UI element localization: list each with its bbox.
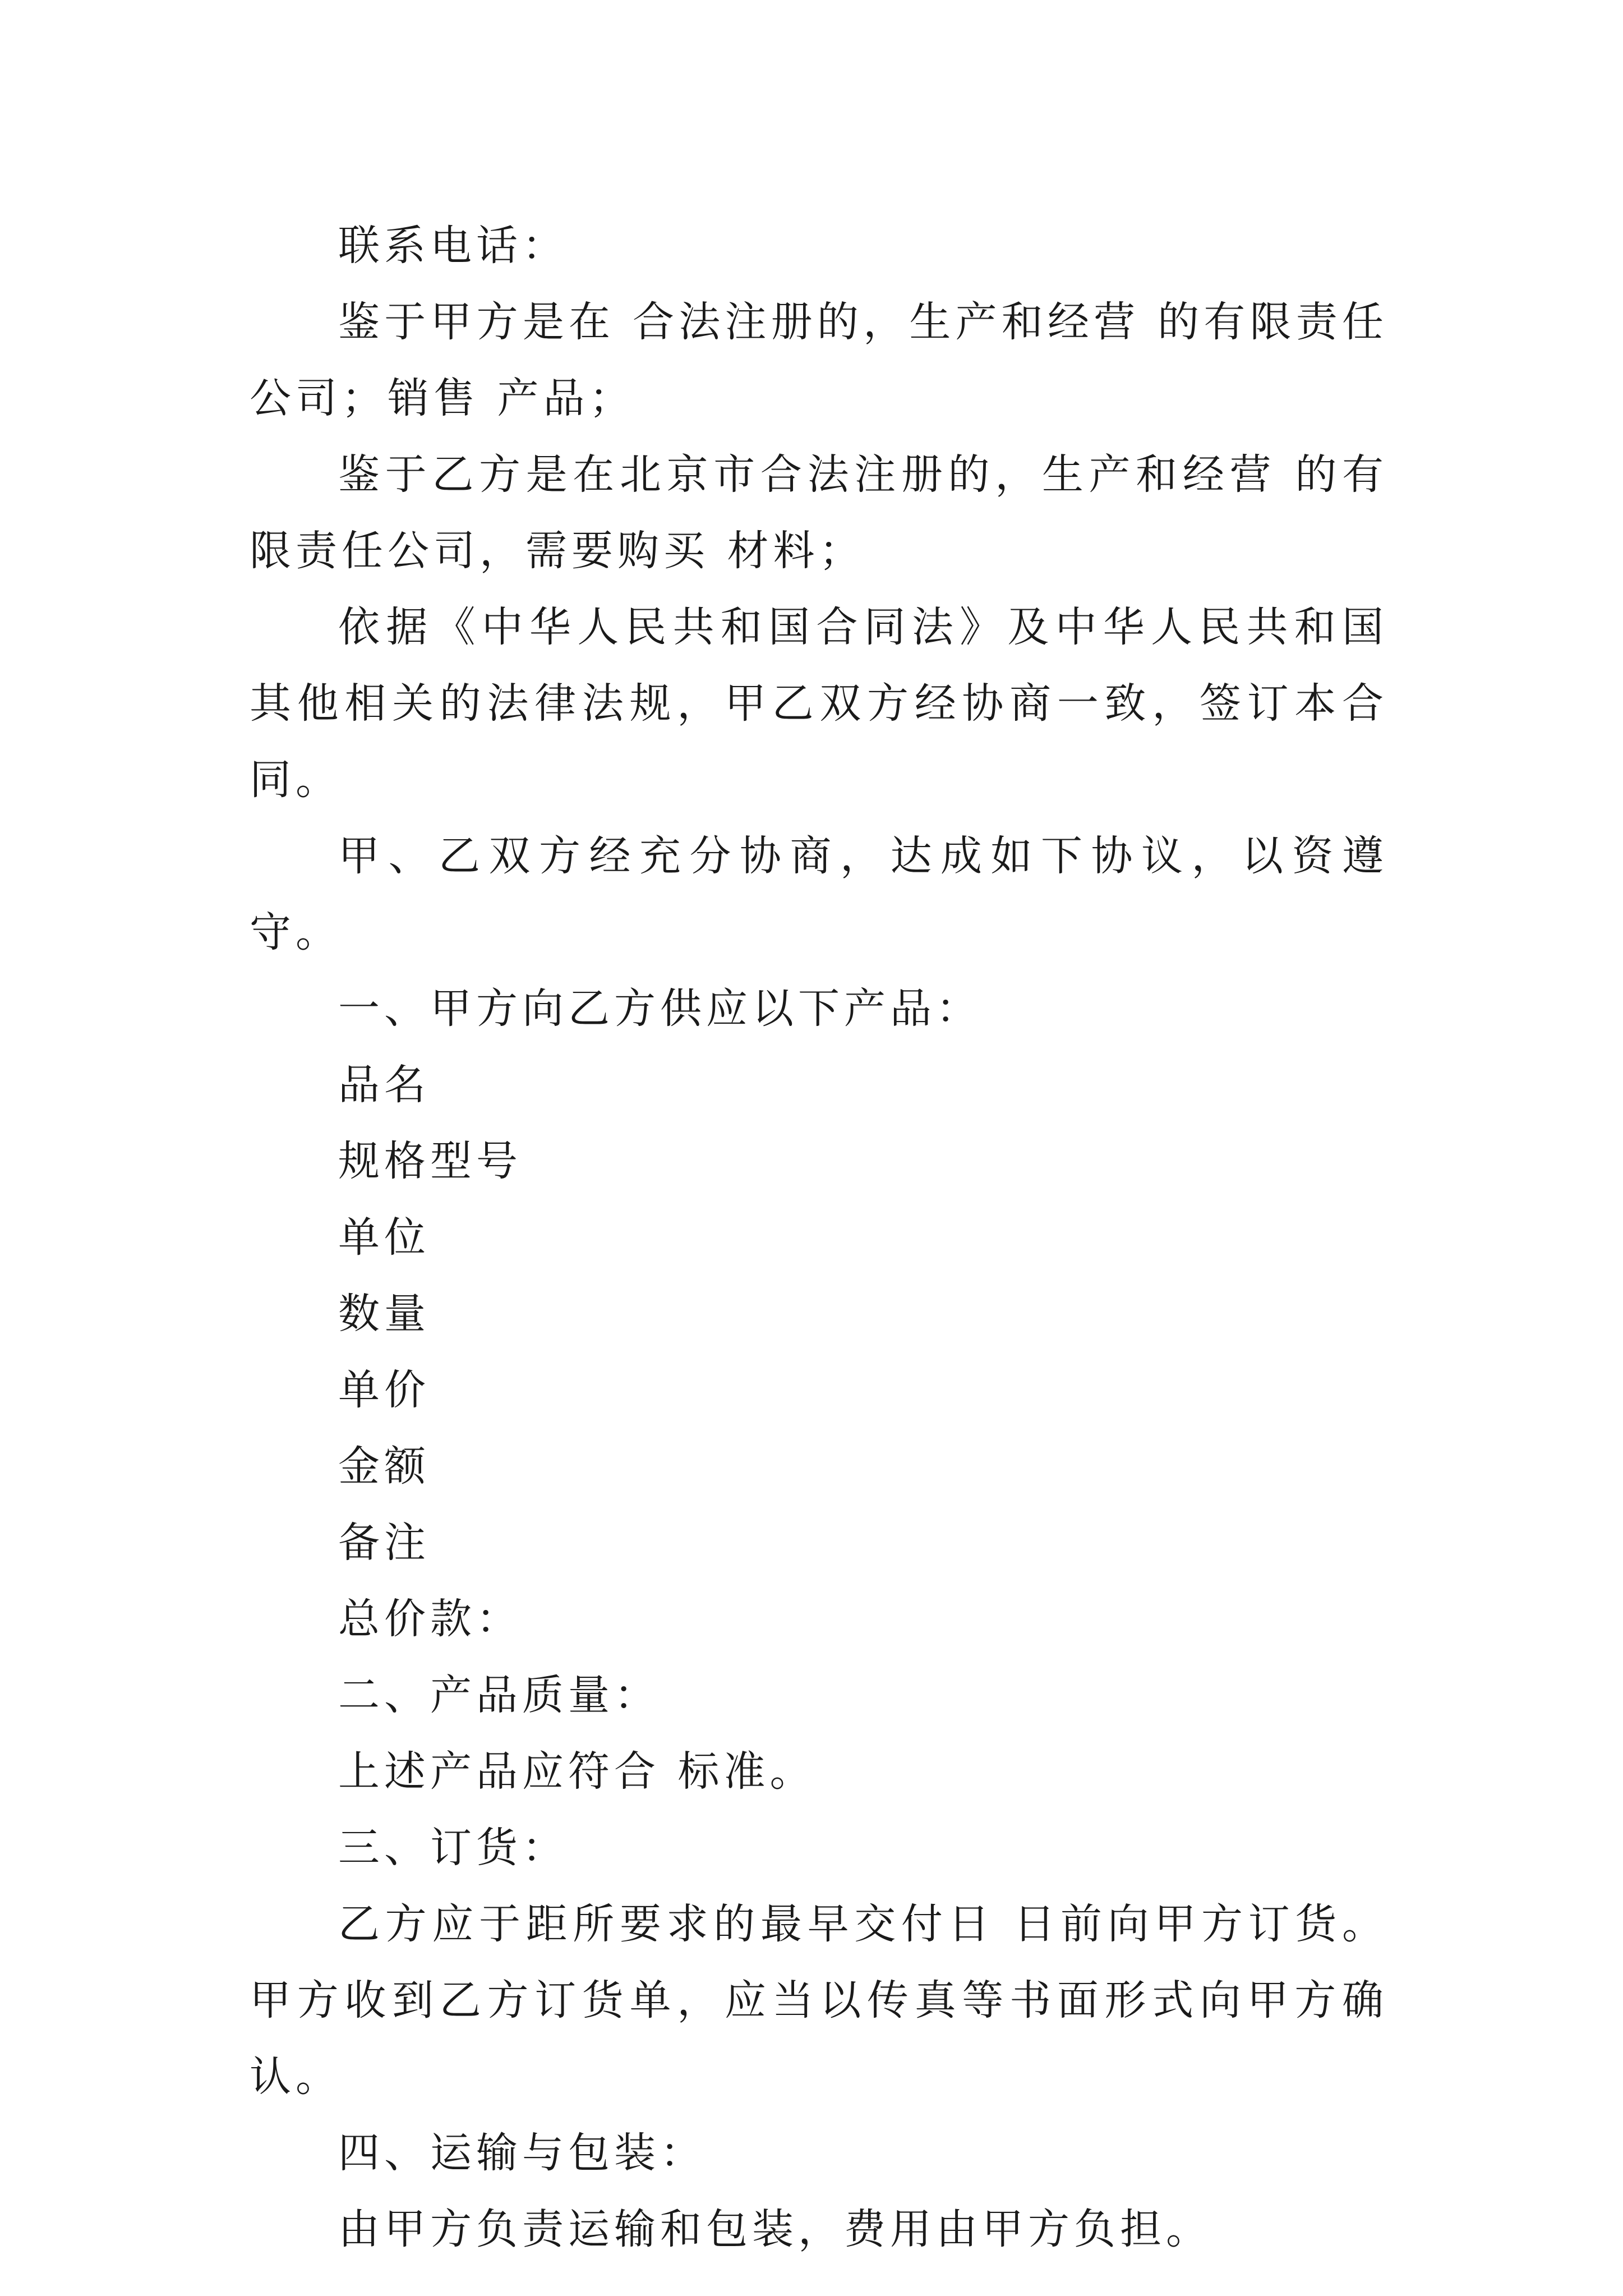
section-2-heading: 二、产品质量： — [338, 1671, 660, 1719]
section-4-heading: 四、运输与包装： — [338, 2129, 706, 2177]
total-price-line: 总价款： — [338, 1595, 522, 1643]
product-field-unit: 单位 — [338, 1213, 430, 1262]
section-1-heading: 一、甲方向乙方供应以下产品： — [338, 984, 982, 1033]
ordering-clause: 乙方应于距所要求的最早交付日 日前向甲方订货。甲方收到乙方订货单，应当以传真等书面形式向甲方确认。 — [250, 1900, 1388, 2101]
product-field-unit-price: 单价 — [338, 1366, 430, 1414]
contact-phone-line: 联系电话： — [338, 222, 568, 270]
product-field-remarks: 备注 — [338, 1519, 430, 1567]
legal-basis-clause: 依据《中华人民共和国合同法》及中华人民共和国其他相关的法律法规，甲乙双方经协商一致，签订本合同。 — [250, 603, 1388, 804]
agreement-statement: 甲、乙双方经充分协商，达成如下协议，以资遵守。 — [250, 832, 1388, 956]
quality-standard-clause: 上述产品应符合 标准。 — [338, 1747, 816, 1796]
product-field-quantity: 数量 — [338, 1290, 430, 1338]
product-field-amount: 金额 — [338, 1442, 430, 1490]
product-field-name: 品名 — [338, 1061, 430, 1109]
product-field-spec: 规格型号 — [338, 1137, 522, 1185]
document-body — [250, 208, 1388, 2267]
party-b-recital: 鉴于乙方是在北京市合法注册的，生产和经营 的有限责任公司，需要购买 材料； — [250, 450, 1388, 575]
transport-packaging-clause: 由甲方负责运输和包装，费用由甲方负担。 — [338, 2205, 1212, 2253]
party-a-recital: 鉴于甲方是在 合法注册的，生产和经营 的有限责任公司；销售 产品； — [250, 298, 1388, 422]
section-3-heading: 三、订货： — [338, 1824, 568, 1872]
